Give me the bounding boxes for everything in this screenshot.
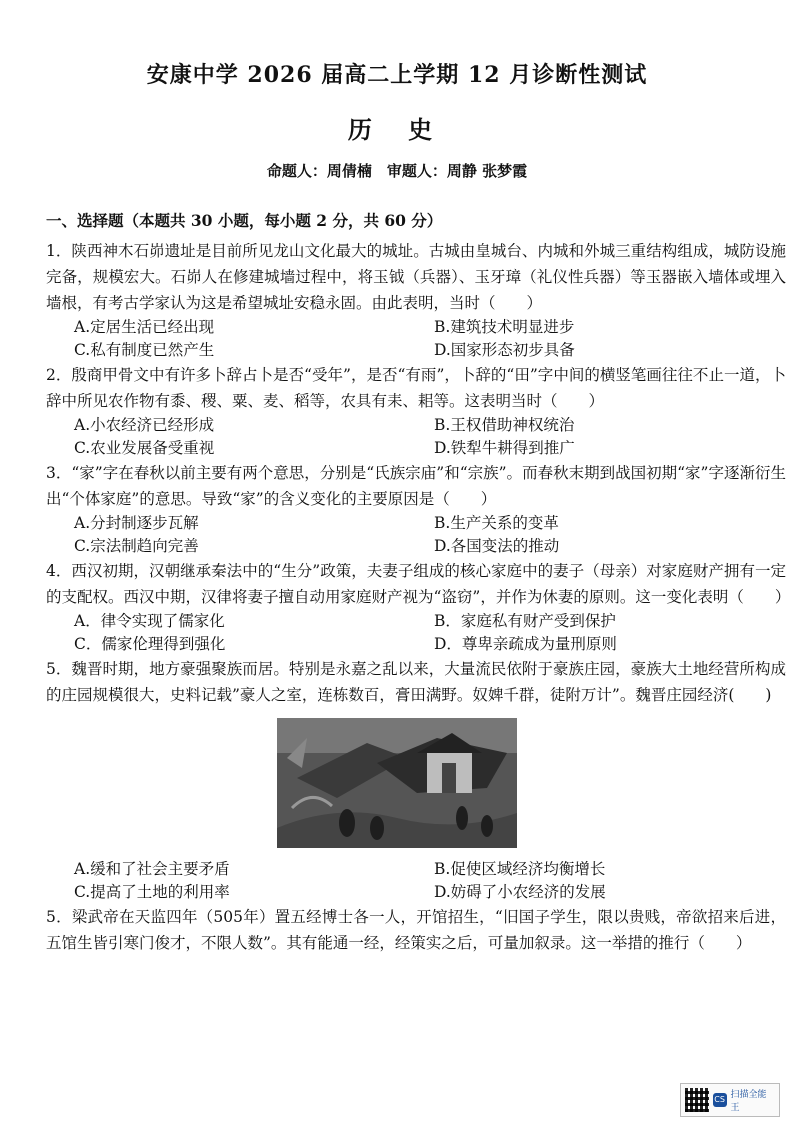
camscanner-logo-icon: CS	[713, 1093, 727, 1107]
option-c: C．儒家伦理得到强化	[74, 635, 226, 653]
question-6-stem: 5．梁武帝在天监四年（505年）置五经博士各一人，开馆招生，“旧国子学生，限以贵贱，帝欲招来后进，五馆生皆引寒门俊才，不限人数”。其有能通一经，经策实之后，可量加叙录。这一举措的推行（ ）	[46, 908, 786, 952]
option-b: B.王权借助神权统治	[434, 416, 575, 434]
question-3-stem: 3．“家”字在春秋以前主要有两个意思，分别是“氏族宗庙”和“宗族”。而春秋末期到战国初期“家”字逐渐衍生出“个体家庭”的意思。导致“家”的含义变化的主要原因是（ ）	[46, 464, 786, 508]
question-1-stem: 1．陕西神木石峁遗址是目前所见龙山文化最大的城址。古城由皇城台、内城和外城三重结构组成，城防设施完备，规模宏大。石峁人在修建城墙过程中，将玉钺（兵器）、玉牙璋（礼仪性兵器）等玉器嵌入墙体或埋入墙根，有考古学家认为这是希望城址安稳永固。由此表明，当时（ ）	[46, 242, 786, 312]
option-a: A.定居生活已经出现	[74, 318, 215, 336]
option-d: D.国家形态初步具备	[434, 341, 575, 359]
option-c: C.私有制度已然产生	[74, 341, 215, 359]
question-4-stem: 4．西汉初期，汉朝继承秦法中的“生分”政策，夫妻子组成的核心家庭中的妻子（母亲）对家庭财产拥有一定的支配权。西汉中期，汉律将妻子擅自动用家庭财产视为“盗窃”，并作为休妻的原则。这一变化表明（ ）	[46, 562, 791, 606]
question-4-options	[74, 610, 786, 656]
option-b: B.生产关系的变革	[434, 514, 559, 532]
question-1-options	[74, 316, 786, 362]
option-a: A．律令实现了儒家化	[74, 612, 225, 630]
option-c: C.提高了土地的利用率	[74, 883, 230, 901]
option-a: A.小农经济已经形成	[74, 416, 215, 434]
option-b: B.建筑技术明显进步	[434, 318, 575, 336]
option-a: A.缓和了社会主要矛盾	[74, 860, 230, 878]
subject-title: 历 史	[347, 115, 447, 144]
option-d: D.各国变法的推动	[434, 537, 560, 555]
question-2-stem: 2．殷商甲骨文中有许多卜辞占卜是否“受年”，是否“有雨”，卜辞的“田”字中间的横竖笔画往往不止一道，卜辞中所见农作物有黍、稷、粟、麦、稻等，农具有耒、耜等。这表明当时（ ）	[46, 366, 786, 410]
question-3-options	[74, 512, 786, 558]
question-5-stem: 5．魏晋时期，地方豪强聚族而居。特别是永嘉之乱以来，大量流民依附于豪族庄园，豪族大土地经营所构成的庄园规模很大，史料记载”豪人之室，连栋数百，膏田满野。奴婢千群，徒附万计”。魏晋庄园经济( )	[46, 660, 786, 704]
manor-painting-image	[277, 718, 517, 848]
authors-line: 命题人：周倩楠 审题人：周静 张梦霞	[266, 162, 528, 180]
option-c: C.宗法制趋向完善	[74, 537, 199, 555]
option-b: B．家庭私有财产受到保护	[434, 612, 616, 630]
option-d: D.妨碍了小农经济的发展	[434, 883, 606, 901]
scanner-label: 扫描全能王	[730, 1090, 767, 1113]
option-d: D．尊卑亲疏成为量刑原则	[434, 635, 617, 653]
question-5-options	[74, 858, 786, 904]
qr-code-icon	[685, 1088, 709, 1112]
option-d: D.铁犁牛耕得到推广	[434, 439, 575, 457]
question-2-options	[74, 414, 786, 460]
manor-illustration	[277, 718, 517, 848]
exam-title: 安康中学 2026 届高二上学期 12 月诊断性测试	[146, 62, 648, 88]
option-c: C.农业发展备受重视	[74, 439, 215, 457]
scanner-watermark	[680, 1083, 780, 1117]
option-a: A.分封制逐步瓦解	[74, 514, 199, 532]
section-heading: 一、选择题（本题共 30 小题，每小题 2 分，共 60 分）	[46, 211, 443, 230]
option-b: B.促使区域经济均衡增长	[434, 860, 606, 878]
question-area	[46, 208, 791, 956]
